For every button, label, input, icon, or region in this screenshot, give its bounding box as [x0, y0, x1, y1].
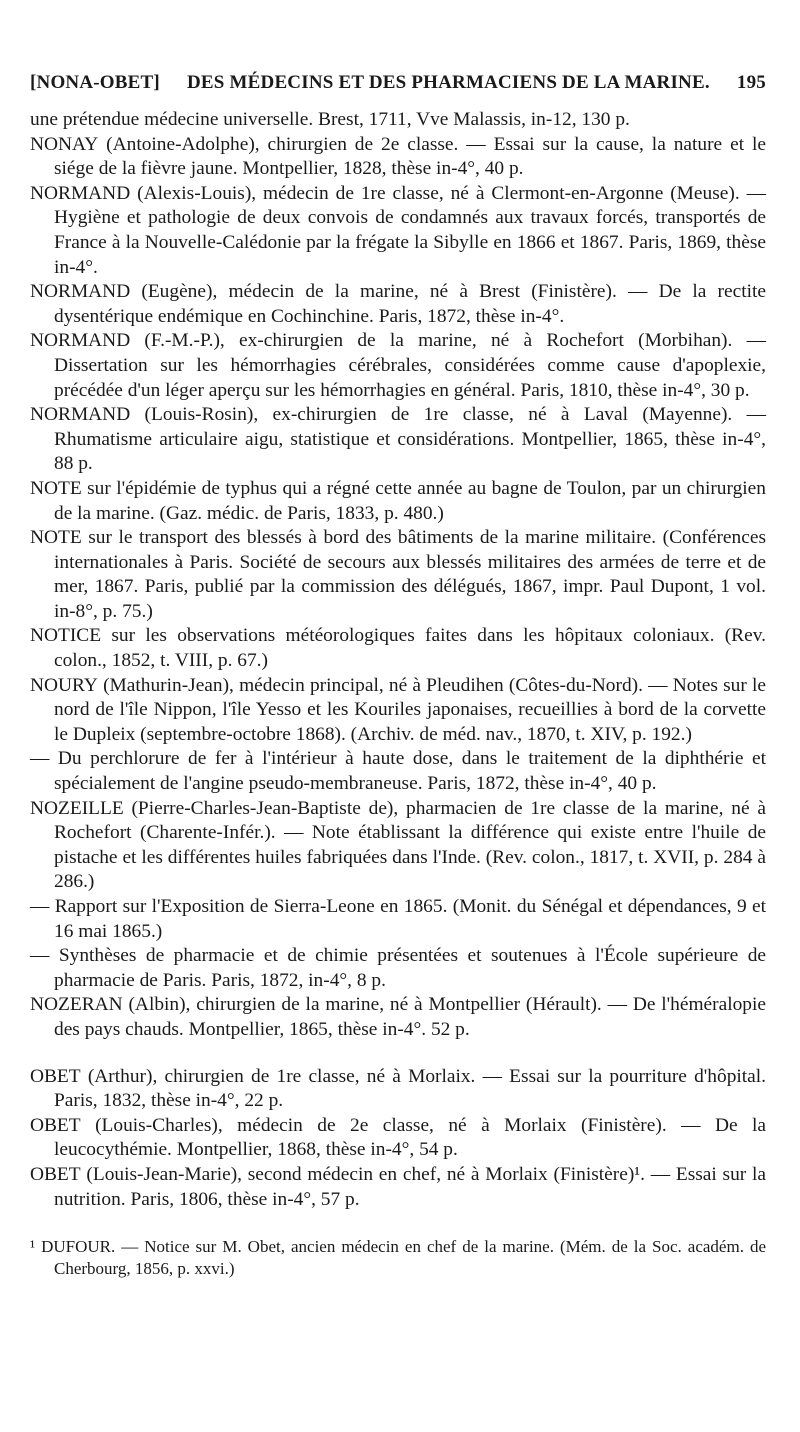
entry-lead: NOTE [30, 477, 82, 499]
running-header [30, 72, 766, 94]
entry-text: (Alexis-Louis), médecin de 1re classe, né à Clermont-en-Argonne (Meuse). — Hygiène et pathologie de deux convois de condamnés aux travaux forcés, transportés de France à la Nouvelle-Calédonie par la frégate la Sibylle en 1866 et 1867. Paris, 1869, thèse in-4°. [54, 182, 766, 278]
entry-note-typhus [30, 477, 766, 526]
entry-lead: NONAY [30, 133, 99, 155]
entry-text: (Eugène), médecin de la marine, né à Brest (Finistère). — De la rectite dysentérique endémique en Cochinchine. Paris, 1872, thèse in-4°. [54, 281, 766, 327]
entry-normand-alexis [30, 182, 766, 280]
entry-text: (Antoine-Adolphe), chirurgien de 2e classe. — Essai sur la cause, la nature et le siége de la fièvre jaune. Montpellier, 1828, thèse in-4°, 40 p. [54, 133, 766, 180]
page-number: 195 [736, 72, 766, 93]
entry-text: (Arthur), chirurgien de 1re classe, né à Morlaix. — Essai sur la pourriture d'hôpital. Paris, 1832, thèse in-4°, 22 p. [54, 1065, 766, 1112]
entry-lead: OBET [30, 1163, 81, 1185]
entry-text: (Louis-Jean-Marie), second médecin en chef, né à Morlaix (Finistère)¹. — Essai sur la nutrition. Paris, 1806, thèse in-4°, 57 p. [54, 1163, 766, 1210]
entry-normand-louis [30, 403, 766, 477]
entry-lead: NORMAND [30, 404, 131, 426]
entry-obet-louis-jean [30, 1163, 766, 1212]
entry-normand-eugene [30, 280, 766, 329]
entry-text: (Louis-Charles), médecin de 2e classe, né à Morlaix (Finistère). — De la leucocythémie. Montpellier, 1868, thèse in-4°, 54 p. [54, 1114, 766, 1161]
entry-text: — Rapport sur l'Exposition de Sierra-Leone en 1865. (Monit. du Sénégal et dépendances, 9 et 16 mai 1865.) [30, 896, 766, 942]
entry-nozeille-2 [30, 895, 766, 944]
entry-text: (Pierre-Charles-Jean-Baptiste de), pharmacien de 1re classe de la marine, né à Rochefort (Charente-Infér.). — Note établissant la différence qui existe entre l'huile de pistache et les différentes huiles fabriquées dans l'Inde. (Rev. colon., 1817, t. XVII, p. 284 à 286.) [54, 797, 766, 893]
entry-note-transport [30, 526, 766, 624]
entry-notice [30, 624, 766, 673]
entry-normand-fmp [30, 329, 766, 403]
entry-text: — Synthèses de pharmacie et de chimie présentées et soutenues à l'École supérieure de pharmacie de Paris. Paris, 1872, in-4°, 8 p. [30, 945, 766, 991]
entry-obet-arthur [30, 1065, 766, 1114]
entry-lead: NOTICE [30, 625, 102, 647]
entry-text: sur les observations météorologiques faites dans les hôpitaux coloniaux. (Rev. colon., 1852, t. VIII, p. 67.) [54, 625, 766, 672]
footnote: ¹ DUFOUR. — Notice sur M. Obet, ancien médecin en chef de la marine. (Mém. de la Soc. académ. de Cherbourg, 1856, p. xxvi.) [30, 1237, 766, 1279]
entry-lead: OBET [30, 1065, 81, 1087]
header-title: DES MÉDECINS ET DES PHARMACIENS DE LA MARINE. [187, 72, 710, 93]
entry-nonay [30, 133, 766, 182]
entry-text: (Louis-Rosin), ex-chirurgien de 1re classe, né à Laval (Mayenne). — Rhumatisme articulaire aigu, statistique et considérations. Montpellier, 1865, thèse in-4°, 88 p. [54, 404, 766, 475]
entry-text: (Albin), chirurgien de la marine, né à Montpellier (Hérault). — De l'héméralopie des pays chauds. Montpellier, 1865, thèse in-4°. 52 p. [54, 994, 766, 1040]
entry-lead: NORMAND [30, 281, 131, 303]
entry-lead: NOZERAN [30, 994, 123, 1016]
entry-nozeille-3 [30, 944, 766, 993]
entry-noury-2 [30, 747, 766, 796]
entry-text: sur l'épidémie de typhus qui a régné cette année au bagne de Toulon, par un chirurgien de la marine. (Gaz. médic. de Paris, 1833, p. 480.) [54, 477, 766, 524]
entry-lead: NOTE [30, 527, 82, 549]
entry-continuation [30, 108, 766, 133]
entry-obet-louis-charles [30, 1114, 766, 1163]
entry-lead: NORMAND [30, 330, 131, 352]
entry-lead: NOZEILLE [30, 797, 124, 819]
entry-lead: NOURY [30, 674, 98, 696]
entry-nozeran [30, 993, 766, 1042]
entry-text: — Du perchlorure de fer à l'intérieur à haute dose, dans le traitement de la diphthérie et spécialement de l'angine pseudo-membraneuse. Paris, 1872, thèse in-4°, 40 p. [30, 748, 766, 795]
entry-noury [30, 674, 766, 748]
entry-text: sur le transport des blessés à bord des bâtiments de la marine militaire. (Conférences internationales à Paris. Société de secours aux blessés militaires des armées de terre et de mer, 1867. Paris, publié par la commission des délégués, 1867, impr. Paul Dupont, 1 vol. in-8°, p. 75.) [54, 527, 766, 622]
header-section-range: [NONA-OBET] [30, 72, 160, 93]
entry-lead: OBET [30, 1114, 81, 1136]
entry-text: (F.-M.-P.), ex-chirurgien de la marine, né à Rochefort (Morbihan). — Dissertation sur les hémorrhagies cérébrales, considérées comme cause d'apoplexie, précédée d'un léger aperçu sur les hémorrhagies en général. Paris, 1810, thèse in-4°, 30 p. [54, 330, 766, 401]
entry-list [30, 108, 766, 1212]
entry-text: (Mathurin-Jean), médecin principal, né à Pleudihen (Côtes-du-Nord). — Notes sur le nord de l'île Nippon, l'île Yesso et les Kouriles japonaises, recueillies à bord de la corvette le Dupleix (septembre-octobre 1868). (Archiv. de méd. nav., 1870, t. XIV, p. 192.) [54, 674, 766, 745]
entry-text: une prétendue médecine universelle. Brest, 1711, Vve Malassis, in-12, 130 p. [30, 109, 630, 130]
entry-lead: NORMAND [30, 182, 131, 204]
entry-nozeille [30, 797, 766, 895]
